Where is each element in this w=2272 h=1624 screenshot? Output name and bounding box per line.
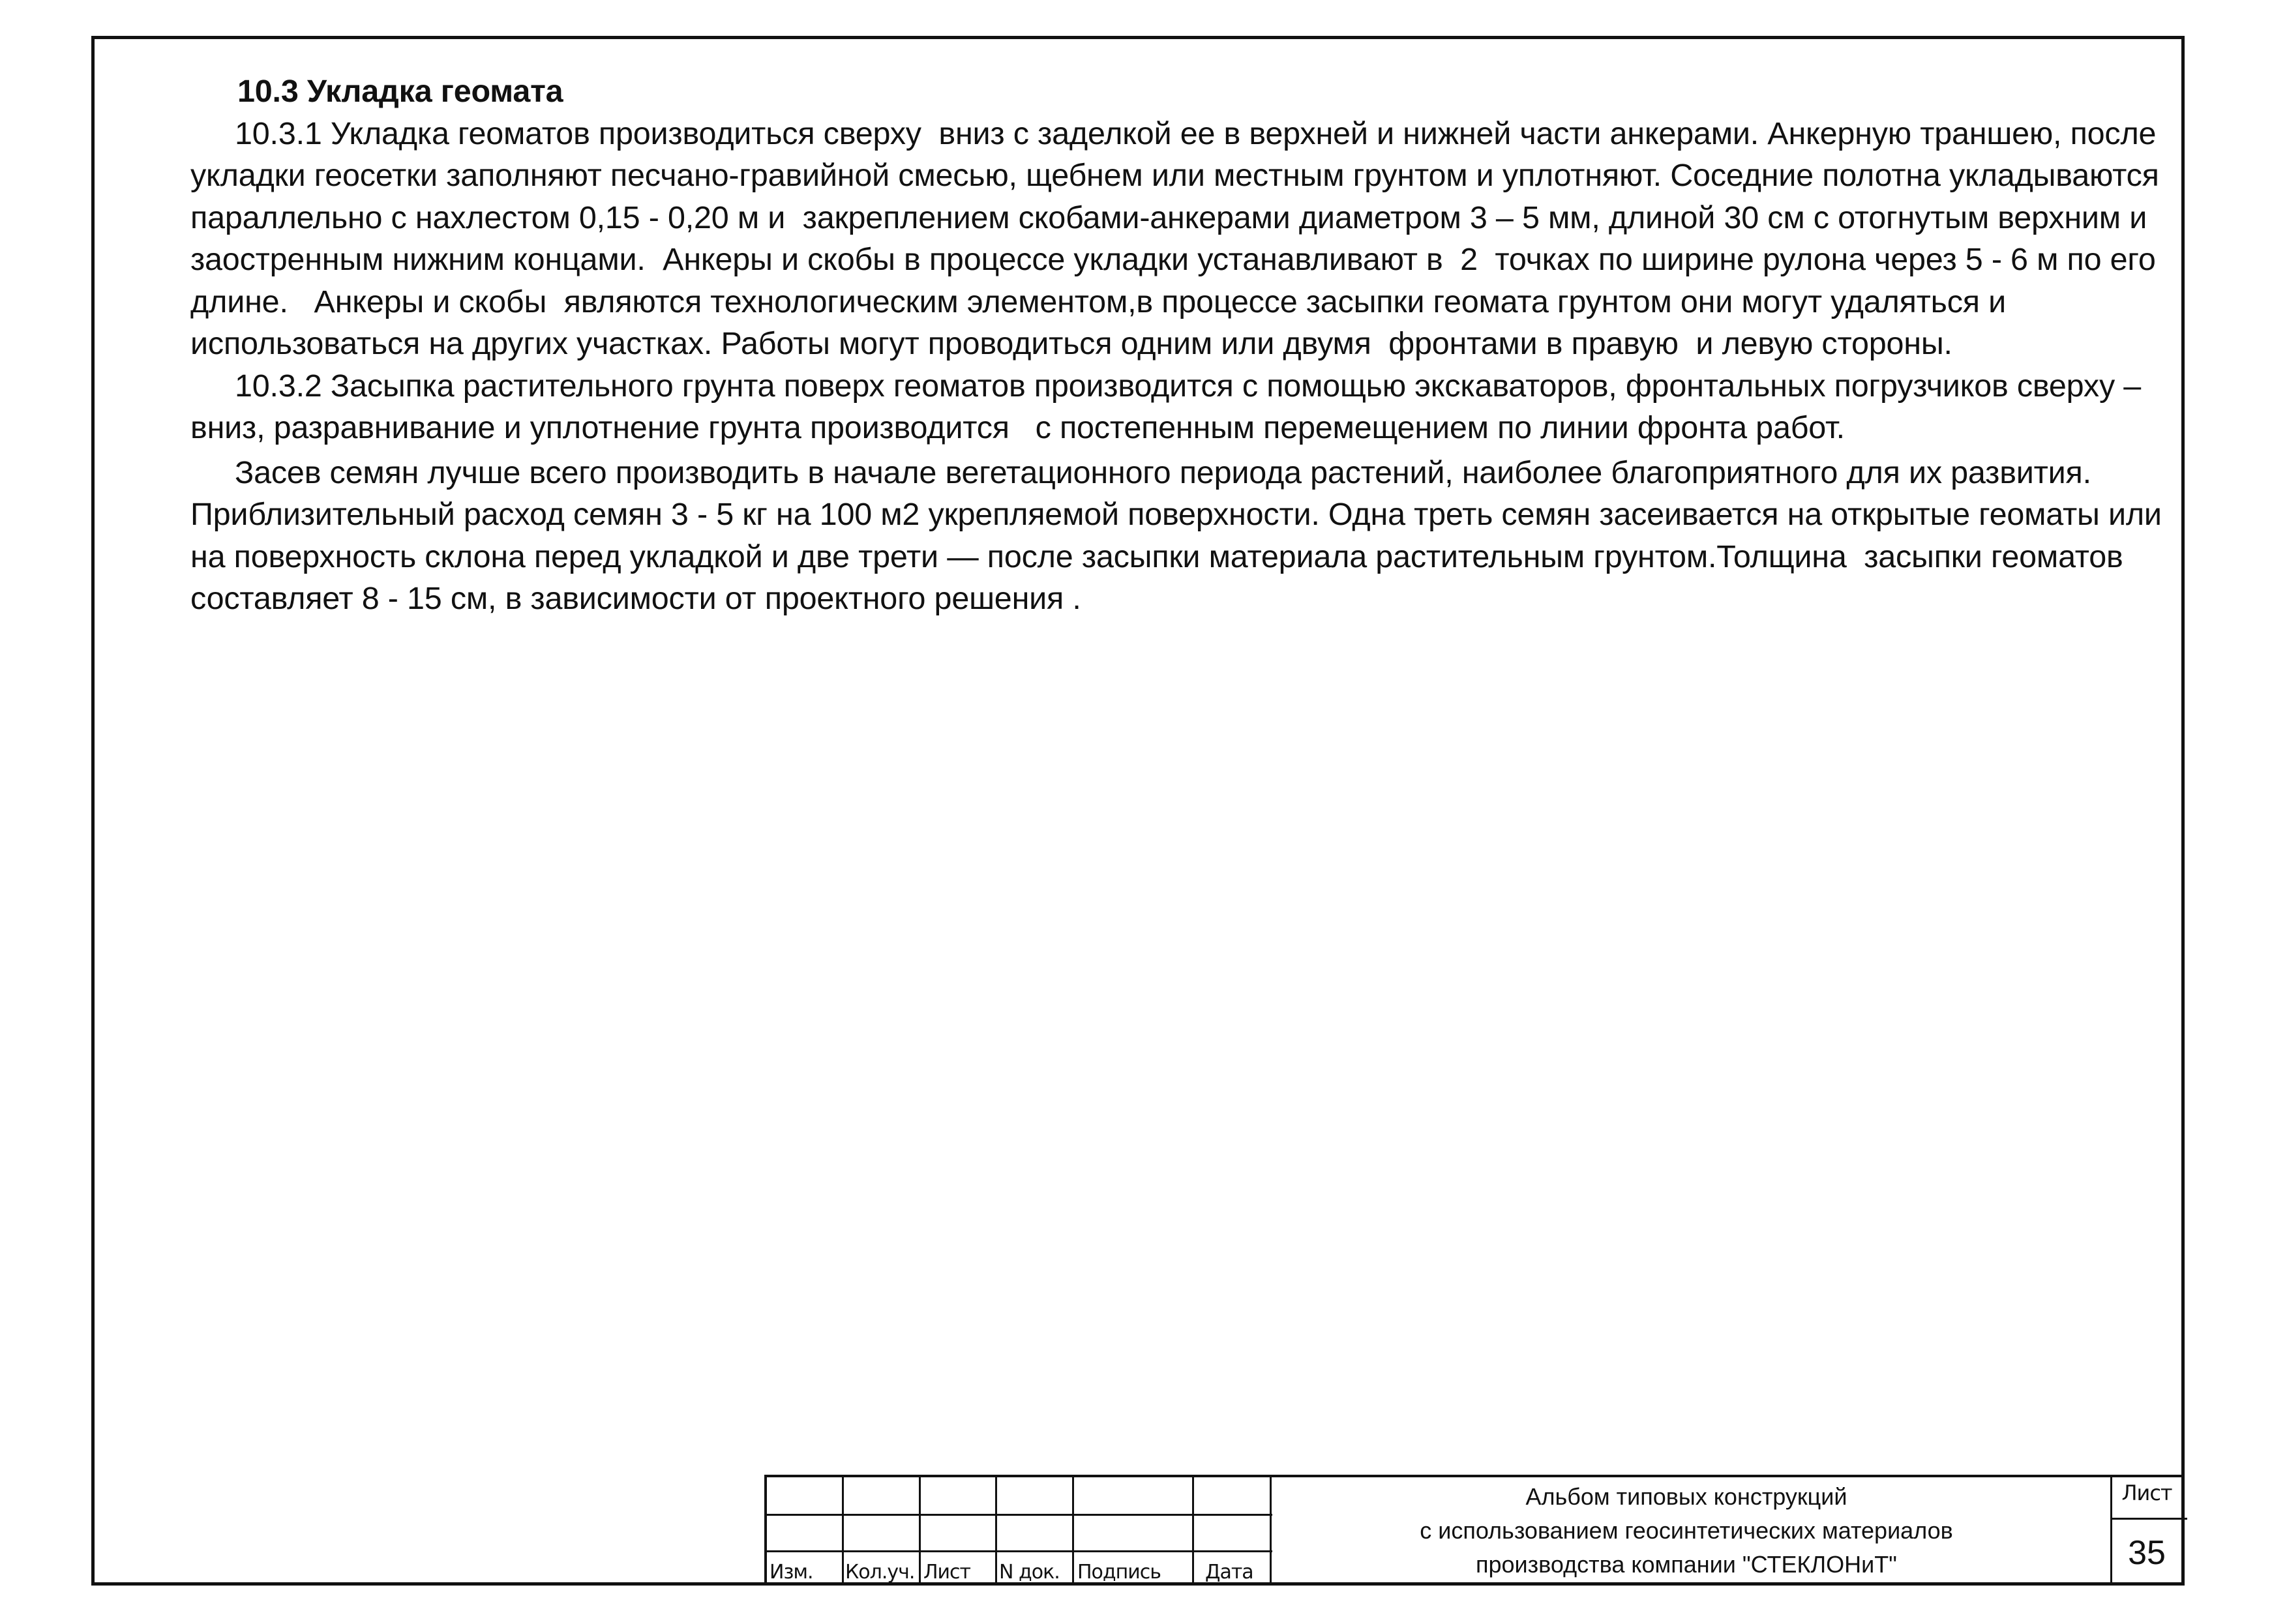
col-label-n-dok: N док. bbox=[999, 1561, 1060, 1584]
album-title-line: производства компании "СТЕКЛОНиТ" bbox=[1476, 1551, 1897, 1578]
paragraph-10-3-2: 10.3.2 Засыпка растительного грунта поверх геоматов производится с помощью экскаваторов, фронтальных погрузчиков сверху – вниз, разравнивание и уплотнение грунта производится с постепенным перемещением по линии фронта работ. bbox=[190, 368, 2150, 445]
album-title-line: с использованием геосинтетических материалов bbox=[1420, 1517, 1953, 1544]
stamp-col-line bbox=[1072, 1477, 1074, 1586]
stamp-col-line bbox=[995, 1477, 997, 1586]
sheet-label: Лист bbox=[2121, 1481, 2172, 1505]
title-block bbox=[764, 1475, 2185, 1586]
sheet-number: 35 bbox=[2128, 1534, 2166, 1572]
album-title bbox=[1419, 1480, 1954, 1582]
stamp-col-line bbox=[2110, 1477, 2112, 1586]
col-label-kol-uch: Кол.уч. bbox=[845, 1561, 915, 1584]
sheet-cell-line bbox=[2110, 1518, 2187, 1520]
col-label-list: Лист bbox=[923, 1561, 971, 1584]
col-label-izm: Изм. bbox=[770, 1561, 813, 1584]
album-title-line: Альбом типовых конструкций bbox=[1525, 1483, 1847, 1510]
section-text bbox=[190, 70, 2171, 620]
stamp-col-line bbox=[1270, 1477, 1272, 1586]
col-label-podpis: Подпись bbox=[1077, 1561, 1161, 1584]
paragraph-10-3-1: 10.3.1 Укладка геоматов производиться сверху вниз с заделкой ее в верхней и нижней части анкерами. Анкерную траншею, после укладки геосетки заполняют песчано-гравийной смесью, щебнем или местным грунтом и уплотняют. Соседние полотна укладываются параллельно с нахлестом 0,15 - 0,20 м и закреплением скобами-анкерами диаметром 3 – 5 мм, длиной 30 см с отогнутым верхним и заостренным нижним концами. Анкеры и скобы в процессе укладки устанавливают в 2 точках по ширине рулона через 5 - 6 м по его длине. Анкеры и скобы являются технологическим элементом,в процессе засыпки геомата грунтом они могут удаляться и использоваться на других участках. Работы могут проводиться одним или двумя фронтами в правую и левую стороны. bbox=[190, 115, 2168, 361]
section-heading: 10.3 Укладка геомата bbox=[237, 74, 563, 109]
paragraph-seeding: Засев семян лучше всего производить в начале вегетационного периода растений, наиболее благоприятного для их развития. Приблизительный расход семян 3 - 5 кг на 100 м2 укрепляемой поверхности. Одна треть семян засеивается на открытые геоматы или на поверхность склона перед укладкой и две трети — после засыпки материала растительным грунтом.Толщина засыпки геоматов составляет 8 - 15 см, в зависимости от проектного решения . bbox=[190, 454, 2171, 616]
stamp-col-line bbox=[919, 1477, 921, 1586]
stamp-col-line bbox=[1192, 1477, 1194, 1586]
col-label-data: Дата bbox=[1205, 1561, 1253, 1584]
stamp-col-line bbox=[842, 1477, 844, 1586]
